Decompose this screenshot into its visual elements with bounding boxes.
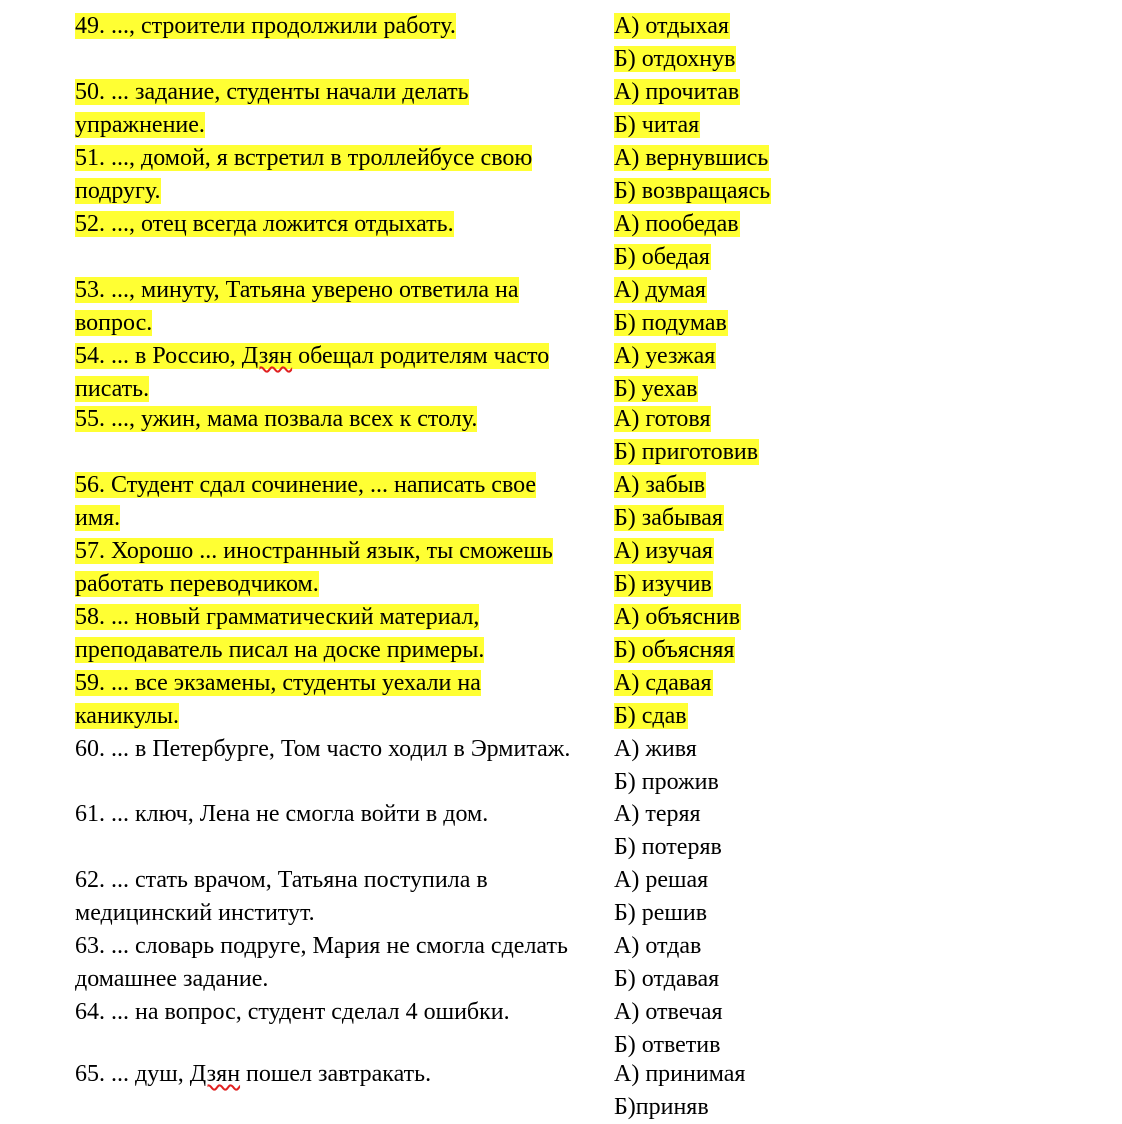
question-highlight: [75, 670, 481, 729]
question-text: [75, 996, 585, 1029]
question-text: [75, 340, 585, 406]
question-number: 57.: [75, 538, 105, 564]
question-number: 58.: [75, 604, 105, 630]
option-a-label: А) думая: [614, 277, 706, 303]
option-b[interactable]: [614, 307, 914, 340]
option-a[interactable]: [614, 403, 914, 436]
question-highlight: [75, 999, 510, 1025]
question-highlight: [75, 933, 568, 992]
question-text: [75, 864, 585, 930]
answer-options: [614, 798, 914, 864]
answer-options: [614, 274, 914, 340]
option-a[interactable]: [614, 469, 914, 502]
option-b-label: Б) уехав: [614, 375, 698, 402]
question-number: 51.: [75, 145, 105, 171]
question-number: 61.: [75, 801, 105, 827]
answer-options: [614, 535, 914, 601]
option-b[interactable]: [614, 109, 914, 142]
misspelled-word: Дзян: [241, 343, 293, 369]
question-text: [75, 930, 585, 996]
question-text: [75, 469, 585, 535]
question-sentence: ... в Петербурге, Том часто ходил в Эрмитаж.: [105, 736, 571, 762]
question-text: [75, 535, 585, 601]
question-text: [75, 798, 585, 831]
option-b-label: Б) обедая: [614, 243, 710, 270]
question-number: 56.: [75, 472, 105, 498]
question-text: [75, 208, 585, 241]
option-a-label: А) решая: [614, 867, 709, 893]
answer-options: [614, 340, 914, 406]
option-b[interactable]: [614, 634, 914, 667]
option-b[interactable]: [614, 831, 914, 864]
question-text: [75, 403, 585, 436]
option-a[interactable]: [614, 208, 914, 241]
option-b-label: Б) потеряв: [614, 833, 722, 860]
question-number: 65.: [75, 1061, 105, 1087]
misspelled-word: Дзян: [189, 1061, 241, 1087]
question-number: 53.: [75, 277, 105, 303]
option-b[interactable]: [614, 241, 914, 274]
question-sentence: ... словарь подруге, Мария не смогла сделать домашнее задание.: [75, 933, 568, 992]
answer-options: [614, 142, 914, 208]
question-number: 52.: [75, 211, 105, 237]
option-b[interactable]: [614, 175, 914, 208]
option-a[interactable]: [614, 142, 914, 175]
question-text: [75, 274, 585, 340]
option-b-label: Б) ответив: [614, 1031, 721, 1058]
answer-options: [614, 930, 914, 996]
answer-options: [614, 1058, 914, 1124]
option-b[interactable]: [614, 568, 914, 601]
option-b[interactable]: [614, 766, 914, 799]
option-b[interactable]: [614, 436, 914, 469]
option-a[interactable]: [614, 996, 914, 1029]
option-a-label: А) прочитав: [614, 79, 740, 105]
answer-options: [614, 996, 914, 1062]
question-highlight: [75, 736, 570, 762]
option-b-label: Б) решив: [614, 899, 708, 926]
option-a-label: А) отдыхая: [614, 13, 729, 39]
option-a[interactable]: [614, 274, 914, 307]
question-highlight: [75, 145, 532, 204]
question-highlight: [75, 343, 549, 402]
option-b-label: Б) прожив: [614, 768, 719, 795]
option-a-label: А) теряя: [614, 801, 701, 827]
question-number: 60.: [75, 736, 105, 762]
question-number: 63.: [75, 933, 105, 959]
answer-options: [614, 469, 914, 535]
question-sentence: ... стать врачом, Татьяна поступила в медицинский институт.: [75, 867, 488, 926]
option-b[interactable]: [614, 1029, 914, 1062]
question-number: 50.: [75, 79, 105, 105]
question-number: 49.: [75, 13, 105, 39]
option-b-label: Б) объясняя: [614, 636, 735, 663]
question-number: 59.: [75, 670, 105, 696]
question-number: 62.: [75, 867, 105, 893]
question-text: [75, 142, 585, 208]
question-text: [75, 733, 585, 766]
question-sentence: ... задание, студенты начали делать упражнение.: [75, 79, 469, 138]
question-sentence: ... ключ, Лена не смогла войти в дом.: [105, 801, 489, 827]
question-sentence: Хорошо ... иностранный язык, ты сможешь работать переводчиком.: [75, 538, 553, 597]
question-sentence: ..., отец всегда ложится отдыхать.: [105, 211, 454, 237]
question-highlight: [75, 472, 536, 531]
option-a-label: А) вернувшись: [614, 145, 769, 171]
question-text: [75, 1058, 585, 1091]
question-sentence: ... новый грамматический материал, преподаватель писал на доске примеры.: [75, 604, 485, 663]
option-a[interactable]: [614, 76, 914, 109]
question-number: 64.: [75, 999, 105, 1025]
option-a-label: А) забыв: [614, 472, 706, 498]
question-highlight: [75, 1061, 431, 1087]
question-number: 54.: [75, 343, 105, 369]
option-a[interactable]: [614, 798, 914, 831]
question-sentence: ..., ужин, мама позвала всех к столу.: [105, 406, 478, 432]
option-a[interactable]: [614, 930, 914, 963]
option-a-label: А) сдавая: [614, 670, 712, 696]
option-a[interactable]: [614, 535, 914, 568]
question-sentence-end: обещал родителям часто писать.: [75, 343, 550, 402]
question-highlight: [75, 13, 456, 39]
question-text: [75, 10, 585, 43]
option-a[interactable]: [614, 1058, 914, 1091]
answer-options: [614, 76, 914, 142]
option-a-label: А) принимая: [614, 1061, 746, 1087]
question-text: [75, 76, 585, 142]
answer-options: [614, 667, 914, 733]
option-b[interactable]: [614, 700, 914, 733]
option-a[interactable]: [614, 864, 914, 897]
option-a-label: А) объяснив: [614, 604, 741, 630]
question-number: 55.: [75, 406, 105, 432]
question-sentence-start: ... в Россию,: [105, 343, 242, 369]
option-b-label: Б)приняв: [614, 1093, 709, 1120]
option-b[interactable]: [614, 502, 914, 535]
question-sentence: ..., строители продолжили работу.: [105, 13, 456, 39]
option-b[interactable]: [614, 1091, 914, 1124]
question-sentence: ... на вопрос, студент сделал 4 ошибки.: [105, 999, 510, 1025]
question-highlight: [75, 801, 488, 827]
question-sentence: ..., домой, я встретил в троллейбусе свою подругу.: [75, 145, 533, 204]
question-highlight: [75, 538, 553, 597]
question-highlight: [75, 79, 469, 138]
option-b[interactable]: [614, 373, 914, 406]
option-a[interactable]: [614, 601, 914, 634]
question-sentence-start: ... душ,: [105, 1061, 190, 1087]
option-b-label: Б) отдохнув: [614, 45, 736, 72]
question-sentence-end: пошел завтракать.: [240, 1061, 432, 1087]
option-a-label: А) отвечая: [614, 999, 723, 1025]
question-text: [75, 601, 585, 667]
question-sentence: ... все экзамены, студенты уехали на каникулы.: [75, 670, 481, 729]
option-b-label: Б) подумав: [614, 309, 727, 336]
option-b[interactable]: [614, 963, 914, 996]
option-a[interactable]: [614, 10, 914, 43]
option-a-label: А) пообедав: [614, 211, 739, 237]
option-a-label: А) уезжая: [614, 343, 716, 369]
question-sentence: Студент сдал сочинение, ... написать свое имя.: [75, 472, 537, 531]
answer-options: [614, 10, 914, 76]
option-b[interactable]: [614, 897, 914, 930]
question-highlight: [75, 604, 484, 663]
option-a-label: А) готовя: [614, 406, 711, 432]
answer-options: [614, 864, 914, 930]
answer-options: [614, 733, 914, 799]
question-sentence: ..., минуту, Татьяна уверено ответила на вопрос.: [75, 277, 519, 336]
answer-options: [614, 208, 914, 274]
question-highlight: [75, 211, 454, 237]
option-a-label: А) отдав: [614, 933, 702, 959]
option-a-label: А) живя: [614, 736, 697, 762]
question-text: [75, 667, 585, 733]
option-b-label: Б) изучив: [614, 570, 712, 597]
option-a[interactable]: [614, 340, 914, 373]
question-highlight: [75, 277, 519, 336]
option-b-label: Б) отдавая: [614, 965, 720, 992]
answer-options: [614, 601, 914, 667]
question-highlight: [75, 406, 477, 432]
option-b-label: Б) забывая: [614, 504, 723, 531]
option-b-label: Б) сдав: [614, 702, 687, 729]
option-b[interactable]: [614, 43, 914, 76]
option-a[interactable]: [614, 733, 914, 766]
option-a[interactable]: [614, 667, 914, 700]
option-b-label: Б) приготовив: [614, 438, 759, 465]
option-a-label: А) изучая: [614, 538, 713, 564]
answer-options: [614, 403, 914, 469]
option-b-label: Б) возвращаясь: [614, 177, 771, 204]
option-b-label: Б) читая: [614, 111, 700, 138]
question-highlight: [75, 867, 488, 926]
